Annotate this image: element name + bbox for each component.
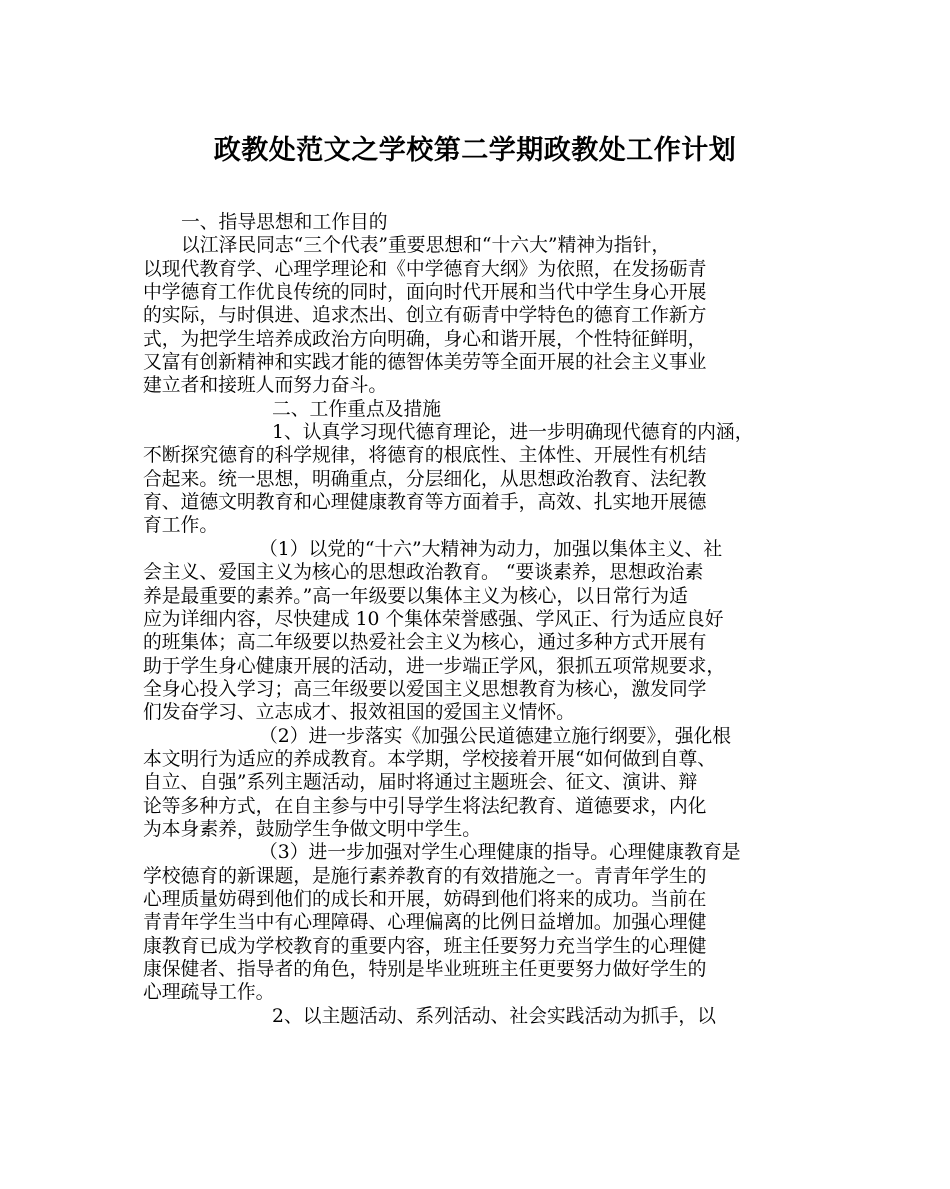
text-line: 的班集体；高二年级要以热爱社会主义为核心，通过多种方式开展有 [143,632,707,654]
text-line: 们发奋学习、立志成才、报效祖国的爱国主义情怀。 [143,702,575,724]
text-line: 心理质量妨碍到他们的成长和开展，妨碍到他们将来的成功。当前在 [143,888,707,910]
text-line: 应为详细内容，尽快建成 10 个集体荣誉感强、学风正、行为适应良好 [143,608,724,630]
text-line: 本文明行为适应的养成教育。本学期，学校接着开展“如何做到自尊、 [143,748,717,770]
text-line: 以江泽民同志“三个代表”重要思想和“十六大”精神为指针， [181,235,671,257]
text-line: 2、以主题活动、系列活动、社会实践活动为抓手，以 [272,1005,716,1027]
text-line: 养是最重要的素养。”高一年级要以集体主义为核心，以日常行为适 [143,585,688,607]
text-line: 一、指导思想和工作目的 [181,212,388,233]
text-line: 为本身素养，鼓励学生争做文明中学生。 [143,818,482,840]
text-line: 建立者和接班人而努力奋斗。 [143,375,388,397]
text-line: 的实际，与时俱进、追求杰出、创立有砺青中学特色的德育工作新方 [143,305,707,327]
text-line: （3）进一步加强对学生心理健康的指导。心理健康教育是 [259,842,741,864]
text-line: （2）进一步落实《加强公民道德建立施行纲要》，强化根 [259,725,732,747]
document-body [143,211,838,1028]
text-line: 以现代教育学、心理学理论和《中学德育大纲》为依照，在发扬砺青 [143,258,707,280]
text-line: 育、道德文明教育和心理健康教育等方面着手，高效、扎实地开展德 [143,492,707,514]
text-line: 青青年学生当中有心理障碍、心理偏离的比例日益增加。加强心理健 [143,912,707,934]
text-line: 又富有创新精神和实践才能的德智体美劳等全面开展的社会主义事业 [143,352,707,374]
text-line: 助于学生身心健康开展的活动，进一步端正学风，狠抓五项常规要求， [143,655,726,677]
text-line: 论等多种方式，在自主参与中引导学生将法纪教育、道德要求，内化 [143,795,707,817]
text-line: 中学德育工作优良传统的同时，面向时代开展和当代中学生身心开展 [143,282,707,304]
text-line: 不断探究德育的科学规律，将德育的根底性、主体性、开展性有机结 [143,445,707,467]
document-title: 政教处范文之学校第二学期政教处工作计划 [213,135,737,166]
text-line: （1）以党的“十六”大精神为动力，加强以集体主义、社 [259,538,723,560]
text-line: 康教育已成为学校教育的重要内容，班主任要努力充当学生的心理健 [143,935,707,957]
text-line: 育工作。 [143,515,219,537]
text-line: 会主义、爱国主义为核心的思想政治教育。 “要谈素养，思想政治素 [143,562,704,584]
text-line: 式，为把学生培养成政治方向明确，身心和谐开展，个性特征鲜明， [143,328,707,350]
text-line: 学校德育的新课题，是施行素养教育的有效措施之一。青青年学生的 [143,865,707,887]
text-line: 合起来。统一思想，明确重点，分层细化，从思想政治教育、法纪教 [143,468,707,490]
text-line: 心理疏导工作。 [143,982,275,1004]
text-line: 康保健者、指导者的角色，特别是毕业班班主任更要努力做好学生的 [143,959,707,980]
text-line: 全身心投入学习；高三年级要以爱国主义思想教育为核心，激发同学 [143,678,707,700]
text-line: 二、工作重点及措施 [272,398,442,420]
text-line: 1、认真学习现代德育理论，进一步明确现代德育的内涵， [272,422,754,444]
text-line: 自立、自强”系列主题活动，届时将通过主题班会、征文、演讲、辩 [143,772,698,794]
